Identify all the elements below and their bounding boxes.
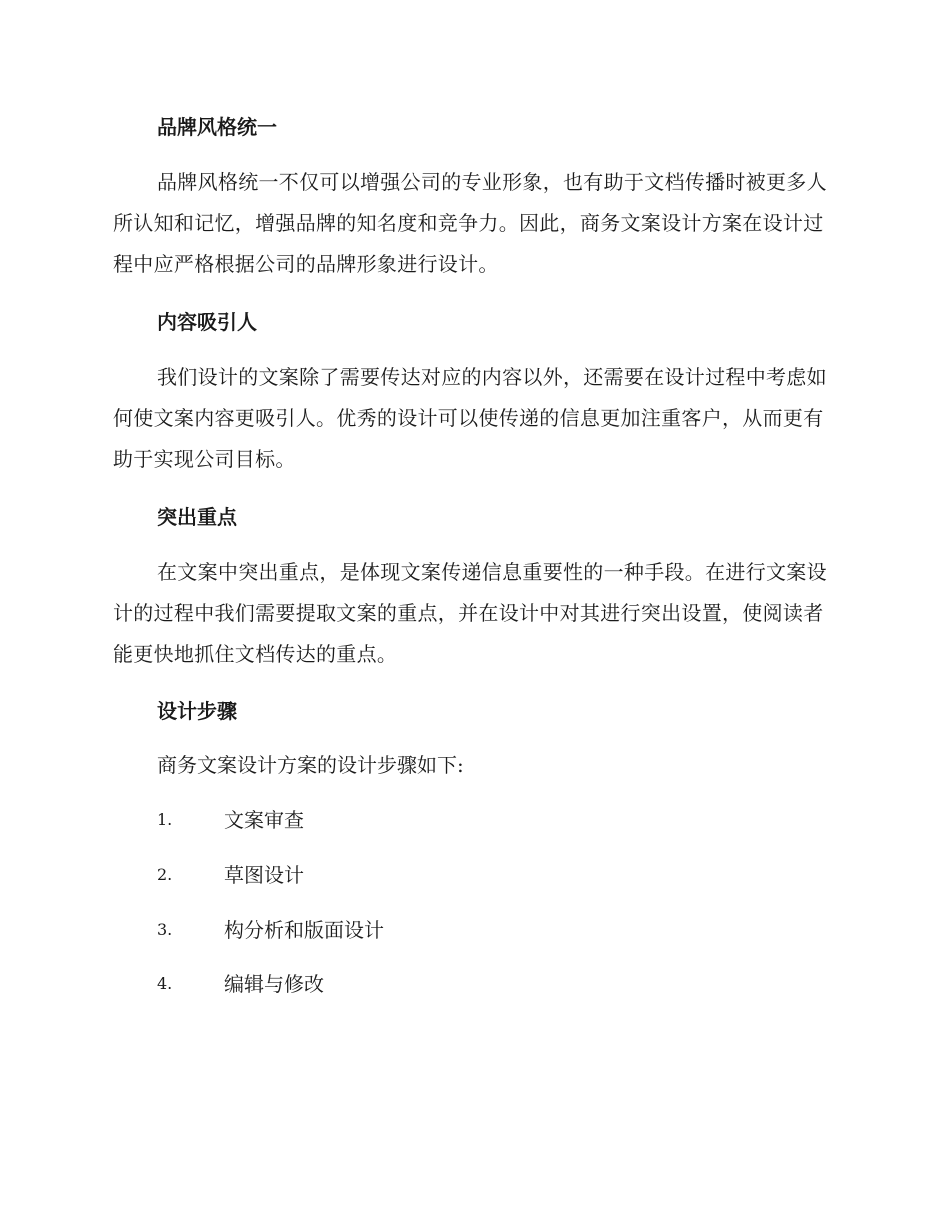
- paragraph-brand-style: 品牌风格统一不仅可以增强公司的专业形象，也有助于文档传播时被更多人所认知和记忆，增强品牌的知名度和竞争力。因此，商务文案设计方案在设计过程中应严格根据公司的品牌形象进行设计。: [113, 170, 827, 276]
- section-heading-design-steps: 设计步骤: [157, 699, 237, 723]
- list-number: 1.: [157, 810, 173, 829]
- paragraph-attractive-content: 我们设计的文案除了需要传达对应的内容以外，还需要在设计过程中考虑如何使文案内容更吸引人。优秀的设计可以使传递的信息更加注重客户，从而更有助于实现公司目标。: [113, 365, 827, 471]
- list-number: 4.: [157, 974, 173, 993]
- list-text: 编辑与修改: [224, 972, 324, 996]
- design-steps-intro: 商务文案设计方案的设计步骤如下:: [157, 753, 464, 777]
- list-text: 文案审查: [224, 808, 304, 832]
- section-heading-highlight-key-points: 突出重点: [157, 505, 237, 529]
- section-heading-brand-style: 品牌风格统一: [157, 115, 277, 139]
- section-heading-attractive-content: 内容吸引人: [157, 310, 257, 334]
- list-text: 构分析和版面设计: [224, 918, 384, 942]
- paragraph-highlight-key-points: 在文案中突出重点，是体现文案传递信息重要性的一种手段。在进行文案设计的过程中我们需要提取文案的重点，并在设计中对其进行突出设置，使阅读者能更快地抓住文档传达的重点。: [113, 560, 827, 666]
- list-number: 3.: [157, 920, 173, 939]
- list-number: 2.: [157, 865, 173, 884]
- list-text: 草图设计: [224, 863, 304, 887]
